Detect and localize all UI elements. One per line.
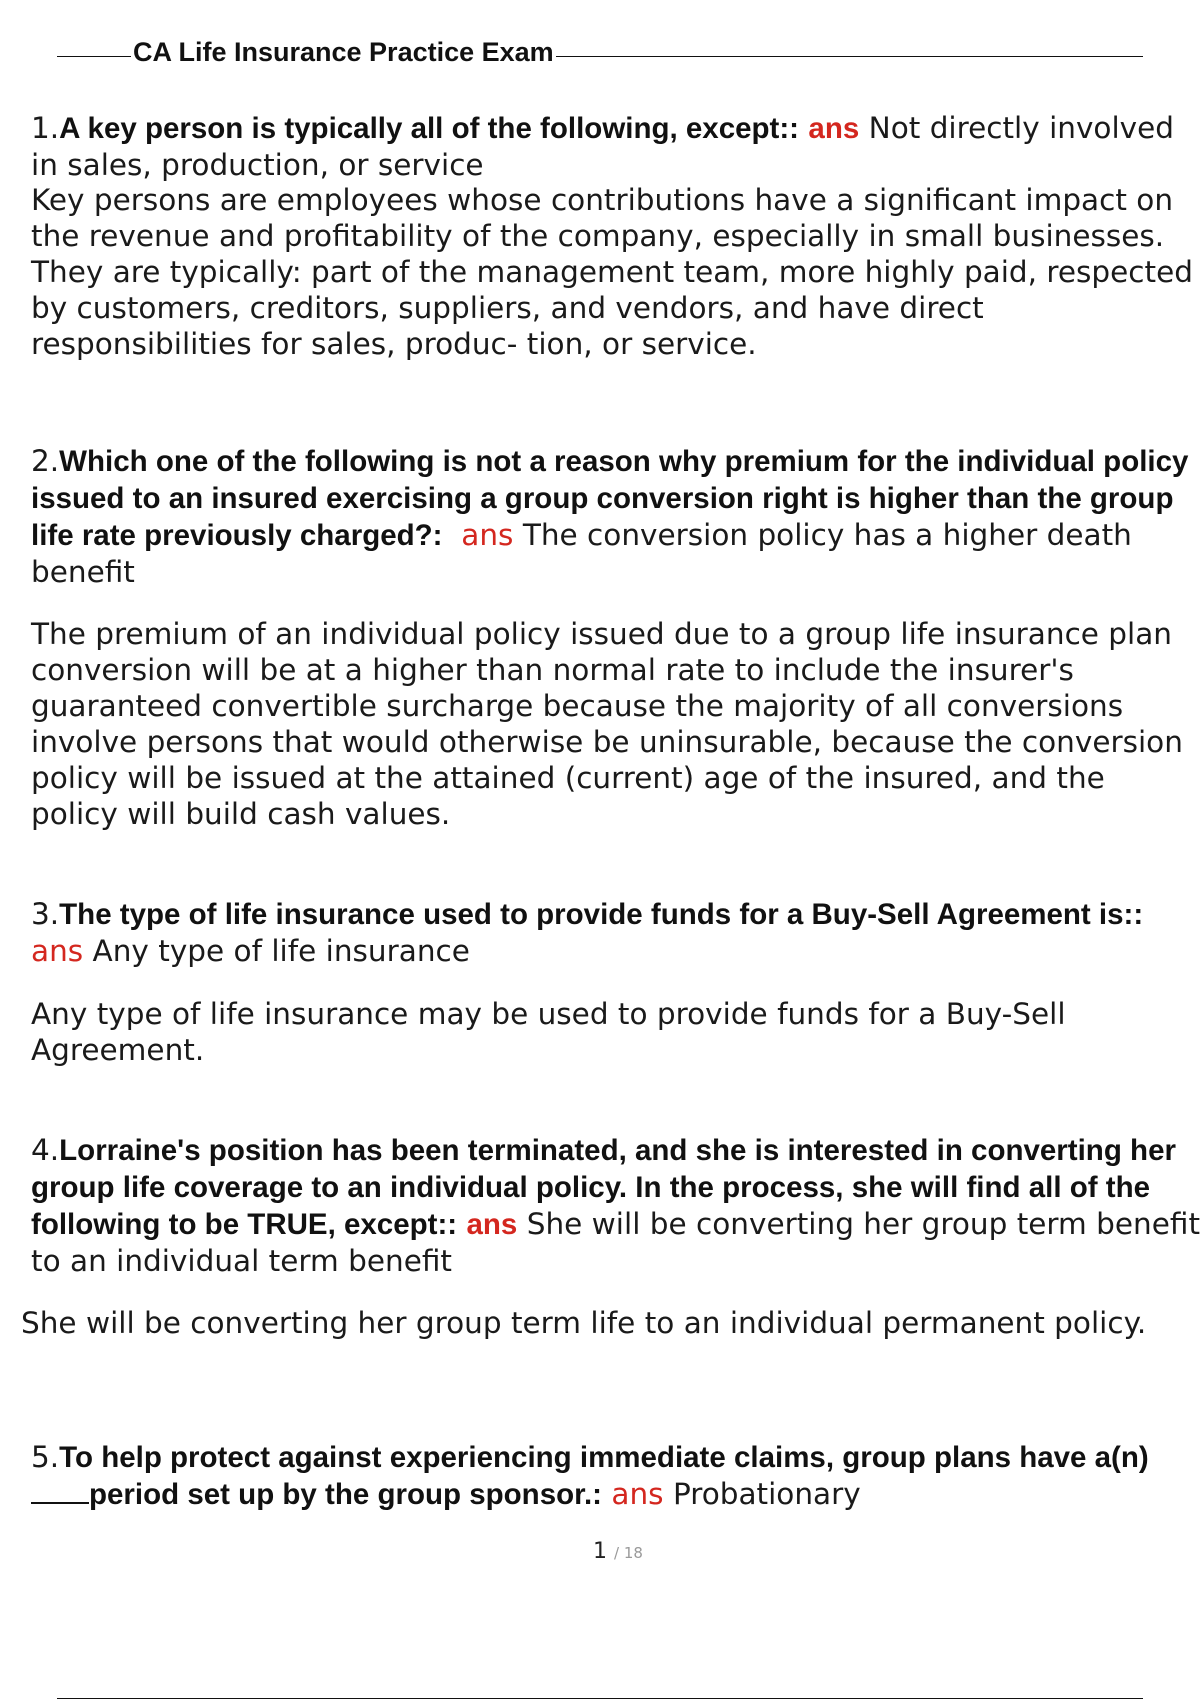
answer-text: Probationary xyxy=(672,1477,861,1511)
answer-text: She will be converting her group term benefit to an individual term benefit xyxy=(31,1207,1200,1278)
question-text: The type of life insurance used to provide funds for a Buy-Sell Agreement is:: xyxy=(59,898,1144,931)
answer-marker: ans xyxy=(461,518,514,552)
current-page: 1 xyxy=(593,1539,608,1564)
question-4 xyxy=(31,1132,1200,1279)
explanation-4: She will be converting her group term life to an individual permanent policy. xyxy=(21,1306,1147,1340)
question-1 xyxy=(31,110,1200,183)
question-number: 4. xyxy=(31,1133,60,1167)
question-number: 2. xyxy=(31,444,60,478)
question-text: Which one of the following is not a reason why premium for the individual policy issued to an insured exercising a group conversion right is higher than the group life rate previously charged?: xyxy=(31,445,1189,552)
explanation-3: Any type of life insurance may be used to provide funds for a Buy-Sell Agreement. xyxy=(31,997,1066,1067)
answer-marker: ans xyxy=(466,1208,518,1241)
question-text-after-blank: period set up by the group sponsor.: xyxy=(89,1478,602,1511)
question-2 xyxy=(31,443,1200,590)
question-text: A key person is typically all of the following, except:: xyxy=(59,112,800,145)
answer-marker: ans xyxy=(808,112,860,145)
question-5 xyxy=(31,1439,1200,1513)
document-title: CA Life Insurance Practice Exam xyxy=(133,37,554,67)
question-3 xyxy=(31,896,1200,969)
question-number: 3. xyxy=(31,897,60,931)
fill-in-blank xyxy=(31,1480,89,1504)
question-number: 5. xyxy=(31,1440,60,1474)
answer-text: The conversion policy has a higher death benefit xyxy=(31,518,1132,589)
answer-text: Not directly involved in sales, production, or service xyxy=(31,111,1174,182)
question-number: 1. xyxy=(31,111,60,145)
explanation-1: Key persons are employees whose contributions have a significant impact on the revenue and profitability of the company, especially in small businesses. They are typically: part of the management team, more highly paid, respected by customers, creditors, suppliers, and vendors, and have direct responsibilities for sales, produc- tion, or service. xyxy=(31,183,1193,361)
footer-rule xyxy=(57,1698,1143,1699)
question-text: Lorraine's position has been terminated, and she is interested in converting her group life coverage to an individual policy. In the process, she will find all of the following to be TRUE, except:: xyxy=(31,1134,1176,1241)
answer-marker: ans xyxy=(611,1477,664,1511)
page-indicator xyxy=(0,1539,1200,1564)
explanation-2: The premium of an individual policy issued due to a group life insurance plan conversion will be at a higher than normal rate to include the insurer's guaranteed convertible surcharge because the majority of all conversions involve persons that would otherwise be uninsurable, because the conversion policy will be issued at the attained (current) age of the insured, and the policy will build cash values. xyxy=(31,617,1183,831)
answer-marker: ans xyxy=(31,934,84,968)
question-text-before-blank: To help protect against experiencing immediate claims, group plans have a(n) xyxy=(59,1441,1149,1474)
answer-text: Any type of life insurance xyxy=(92,934,470,968)
total-pages: / 18 xyxy=(614,1544,643,1562)
